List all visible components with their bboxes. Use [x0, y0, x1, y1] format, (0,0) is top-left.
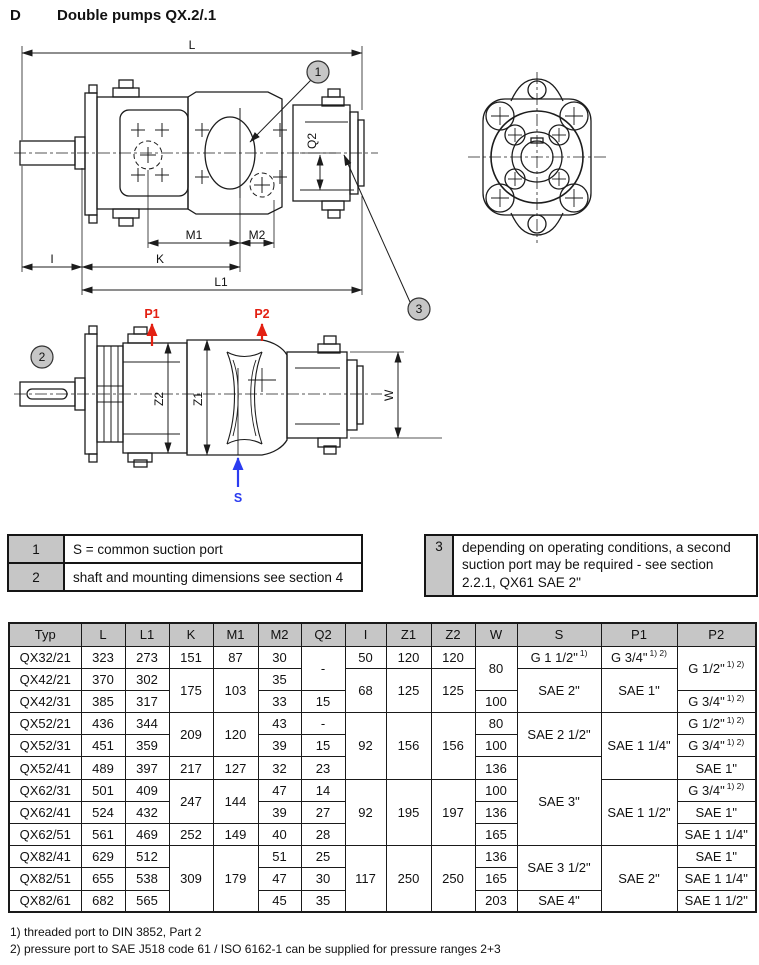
- table-cell: 512: [125, 846, 169, 868]
- legend-2-number: 2: [9, 564, 65, 590]
- table-cell: 250: [386, 846, 431, 913]
- table-cell: 501: [81, 779, 125, 801]
- table-cell: 309: [169, 846, 213, 913]
- table-cell: 43: [258, 713, 301, 735]
- balloon-1-number: 1: [314, 65, 322, 79]
- legend-right: [424, 534, 758, 597]
- table-cell: 149: [213, 824, 258, 846]
- table-cell: 144: [213, 779, 258, 823]
- dim-label-w: W: [382, 389, 396, 401]
- table-cell: 344: [125, 713, 169, 735]
- table-cell: 39: [258, 735, 301, 757]
- table-cell: SAE 1": [677, 801, 756, 823]
- table-cell: G 1/2" $^{1) 2)}$: [677, 646, 756, 690]
- table-cell: 682: [81, 890, 125, 912]
- legend-row-1: [7, 534, 363, 564]
- table-cell: 35: [301, 890, 345, 912]
- table-cell: 250: [431, 846, 475, 913]
- legend-row-2: [7, 564, 363, 592]
- table-cell: G 3/4" $^{1) 2)}$: [677, 735, 756, 757]
- table-cell: QX82/61: [9, 890, 81, 912]
- table-cell: 252: [169, 824, 213, 846]
- table-cell: 28: [301, 824, 345, 846]
- table-cell: SAE 2": [601, 846, 677, 913]
- header-cell: P2: [677, 623, 756, 646]
- table-cell: 120: [386, 646, 431, 668]
- dim-label-l1: L1: [214, 275, 228, 289]
- header-cell: S: [517, 623, 601, 646]
- table-cell: 247: [169, 779, 213, 823]
- table-cell: SAE 1 1/2": [677, 890, 756, 912]
- port-label-p1: P1: [144, 307, 160, 321]
- table-cell: QX52/31: [9, 735, 81, 757]
- table-cell: 469: [125, 824, 169, 846]
- legend-3-text: depending on operating conditions, a second suction port may be required - see section 2.2.1, QX61 SAE 2": [454, 536, 756, 595]
- table-cell: 100: [475, 690, 517, 712]
- table-cell: 436: [81, 713, 125, 735]
- table-cell: 25: [301, 846, 345, 868]
- table-cell: 27: [301, 801, 345, 823]
- table-cell: 385: [81, 690, 125, 712]
- table-cell: 51: [258, 846, 301, 868]
- table-cell: 489: [81, 757, 125, 779]
- table-cell: QX42/31: [9, 690, 81, 712]
- table-cell: 47: [258, 868, 301, 890]
- dim-label-z1: Z1: [191, 391, 205, 406]
- table-cell: 87: [213, 646, 258, 668]
- table-cell: 432: [125, 801, 169, 823]
- table-cell: 209: [169, 713, 213, 757]
- table-cell: QX62/51: [9, 824, 81, 846]
- legend-1-number: 1: [9, 536, 65, 562]
- table-cell: QX62/31: [9, 779, 81, 801]
- dimensions-top: [22, 46, 362, 295]
- table-cell: 317: [125, 690, 169, 712]
- pump-front-view: [468, 72, 606, 243]
- table-cell: SAE 1": [677, 757, 756, 779]
- dim-label-m1: M1: [185, 228, 203, 242]
- table-cell: 15: [301, 690, 345, 712]
- table-cell: G 1/2" $^{1) 2)}$: [677, 713, 756, 735]
- header-cell: M1: [213, 623, 258, 646]
- table-cell: 45: [258, 890, 301, 912]
- header-cell: Z1: [386, 623, 431, 646]
- section-letter: D: [10, 7, 21, 24]
- table-cell: SAE 1 1/4": [601, 713, 677, 780]
- table-cell: 100: [475, 735, 517, 757]
- table-cell: 33: [258, 690, 301, 712]
- table-cell: 103: [213, 668, 258, 712]
- table-cell: QX52/21: [9, 713, 81, 735]
- header-cell: K: [169, 623, 213, 646]
- table-cell: QX82/41: [9, 846, 81, 868]
- dim-label-k: K: [155, 252, 165, 266]
- table-cell: -: [301, 646, 345, 690]
- table-cell: SAE 1 1/4": [677, 824, 756, 846]
- table-cell: 30: [258, 646, 301, 668]
- table-cell: 117: [345, 846, 386, 913]
- table-cell: 370: [81, 668, 125, 690]
- table-cell: 136: [475, 801, 517, 823]
- table-cell: G 3/4" $^{1) 2)}$: [601, 646, 677, 668]
- table-cell: QX62/41: [9, 801, 81, 823]
- port-label-s: S: [233, 491, 243, 505]
- header-cell: W: [475, 623, 517, 646]
- table-cell: 15: [301, 735, 345, 757]
- dim-label-z2: Z2: [152, 391, 166, 406]
- header-cell: L: [81, 623, 125, 646]
- table-cell: SAE 4": [517, 890, 601, 912]
- table-cell: 359: [125, 735, 169, 757]
- legend-3-number: 3: [426, 536, 454, 595]
- table-cell: QX32/21: [9, 646, 81, 668]
- table-cell: 68: [345, 668, 386, 712]
- table-cell: 127: [213, 757, 258, 779]
- table-cell: SAE 2": [517, 668, 601, 712]
- dimensions-table: [8, 622, 757, 913]
- header-cell: L1: [125, 623, 169, 646]
- table-cell: 50: [345, 646, 386, 668]
- table-cell: 203: [475, 890, 517, 912]
- table-cell: QX52/41: [9, 757, 81, 779]
- table-cell: 165: [475, 868, 517, 890]
- suction-port-arrow: [234, 458, 242, 505]
- table-cell: 156: [431, 713, 475, 780]
- table-cell: 40: [258, 824, 301, 846]
- dim-label-l: L: [188, 38, 196, 52]
- dim-label-i: I: [50, 252, 54, 266]
- table-cell: SAE 1 1/4": [677, 868, 756, 890]
- table-cell: 524: [81, 801, 125, 823]
- table-row: [9, 779, 756, 801]
- table-cell: 195: [386, 779, 431, 846]
- table-cell: 451: [81, 735, 125, 757]
- table-cell: 14: [301, 779, 345, 801]
- table-cell: 561: [81, 824, 125, 846]
- header-cell: I: [345, 623, 386, 646]
- table-cell: 179: [213, 846, 258, 913]
- table-cell: 655: [81, 868, 125, 890]
- footnote-1: 1) threaded port to DIN 3852, Part 2: [10, 925, 202, 939]
- table-cell: SAE 3 1/2": [517, 846, 601, 890]
- table-cell: 125: [431, 668, 475, 712]
- table-cell: SAE 2 1/2": [517, 713, 601, 757]
- table-cell: 30: [301, 868, 345, 890]
- table-cell: 47: [258, 779, 301, 801]
- footnote-2: 2) pressure port to SAE J518 code 61 / ISO 6162-1 can be supplied for pressure ranges 2+3: [10, 941, 501, 956]
- page-title: Double pumps QX.2/.1: [57, 7, 217, 24]
- table-cell: 397: [125, 757, 169, 779]
- table-cell: 92: [345, 713, 386, 780]
- header-cell: M2: [258, 623, 301, 646]
- table-cell: 302: [125, 668, 169, 690]
- port-label-p2: P2: [254, 307, 270, 321]
- header-cell: P1: [601, 623, 677, 646]
- table-cell: 136: [475, 846, 517, 868]
- table-cell: 165: [475, 824, 517, 846]
- table-row: [9, 646, 756, 668]
- table-cell: 273: [125, 646, 169, 668]
- table-cell: 35: [258, 668, 301, 690]
- page-title-row: [10, 7, 216, 24]
- table-cell: 100: [475, 779, 517, 801]
- table-cell: 175: [169, 668, 213, 712]
- table-row: [9, 713, 756, 735]
- technical-drawing: [0, 36, 759, 518]
- table-cell: 125: [386, 668, 431, 712]
- balloon-1: [250, 61, 329, 142]
- legend-1-text: S = common suction port: [65, 536, 361, 562]
- table-cell: 538: [125, 868, 169, 890]
- table-cell: 217: [169, 757, 213, 779]
- table-cell: 92: [345, 779, 386, 846]
- table-header: [9, 623, 756, 646]
- table-cell: SAE 1": [677, 846, 756, 868]
- footnotes: [10, 924, 501, 958]
- table-cell: 39: [258, 801, 301, 823]
- table-cell: -: [301, 713, 345, 735]
- balloon-3: [344, 155, 430, 320]
- table-cell: SAE 1 1/2": [601, 779, 677, 846]
- table-cell: 156: [386, 713, 431, 780]
- table-cell: 80: [475, 646, 517, 690]
- table-cell: 120: [213, 713, 258, 757]
- table-cell: 120: [431, 646, 475, 668]
- table-cell: QX42/21: [9, 668, 81, 690]
- table-cell: G 3/4" $^{1) 2)}$: [677, 690, 756, 712]
- balloon-2-number: 2: [38, 350, 46, 364]
- header-cell: Typ: [9, 623, 81, 646]
- table-row: [9, 668, 756, 690]
- dim-label-m2: M2: [248, 228, 266, 242]
- table-cell: 197: [431, 779, 475, 846]
- table-cell: G 1 1/2" $^{1)}$: [517, 646, 601, 668]
- table-cell: SAE 3": [517, 757, 601, 846]
- dim-label-q2: Q2: [305, 132, 319, 149]
- header-cell: Q2: [301, 623, 345, 646]
- legend-left: [7, 534, 363, 592]
- legend-2-text: shaft and mounting dimensions see section 4: [65, 564, 361, 590]
- table-cell: G 3/4" $^{1) 2)}$: [677, 779, 756, 801]
- table-cell: 23: [301, 757, 345, 779]
- balloon-2: [31, 346, 53, 368]
- table-cell: QX82/51: [9, 868, 81, 890]
- table-cell: SAE 1": [601, 668, 677, 712]
- table-cell: 565: [125, 890, 169, 912]
- balloon-3-number: 3: [415, 302, 423, 316]
- table-cell: 323: [81, 646, 125, 668]
- table-cell: 80: [475, 713, 517, 735]
- table-cell: 32: [258, 757, 301, 779]
- table-cell: 151: [169, 646, 213, 668]
- table-cell: 409: [125, 779, 169, 801]
- table-cell: 629: [81, 846, 125, 868]
- table-row: [9, 846, 756, 868]
- header-cell: Z2: [431, 623, 475, 646]
- table-cell: 136: [475, 757, 517, 779]
